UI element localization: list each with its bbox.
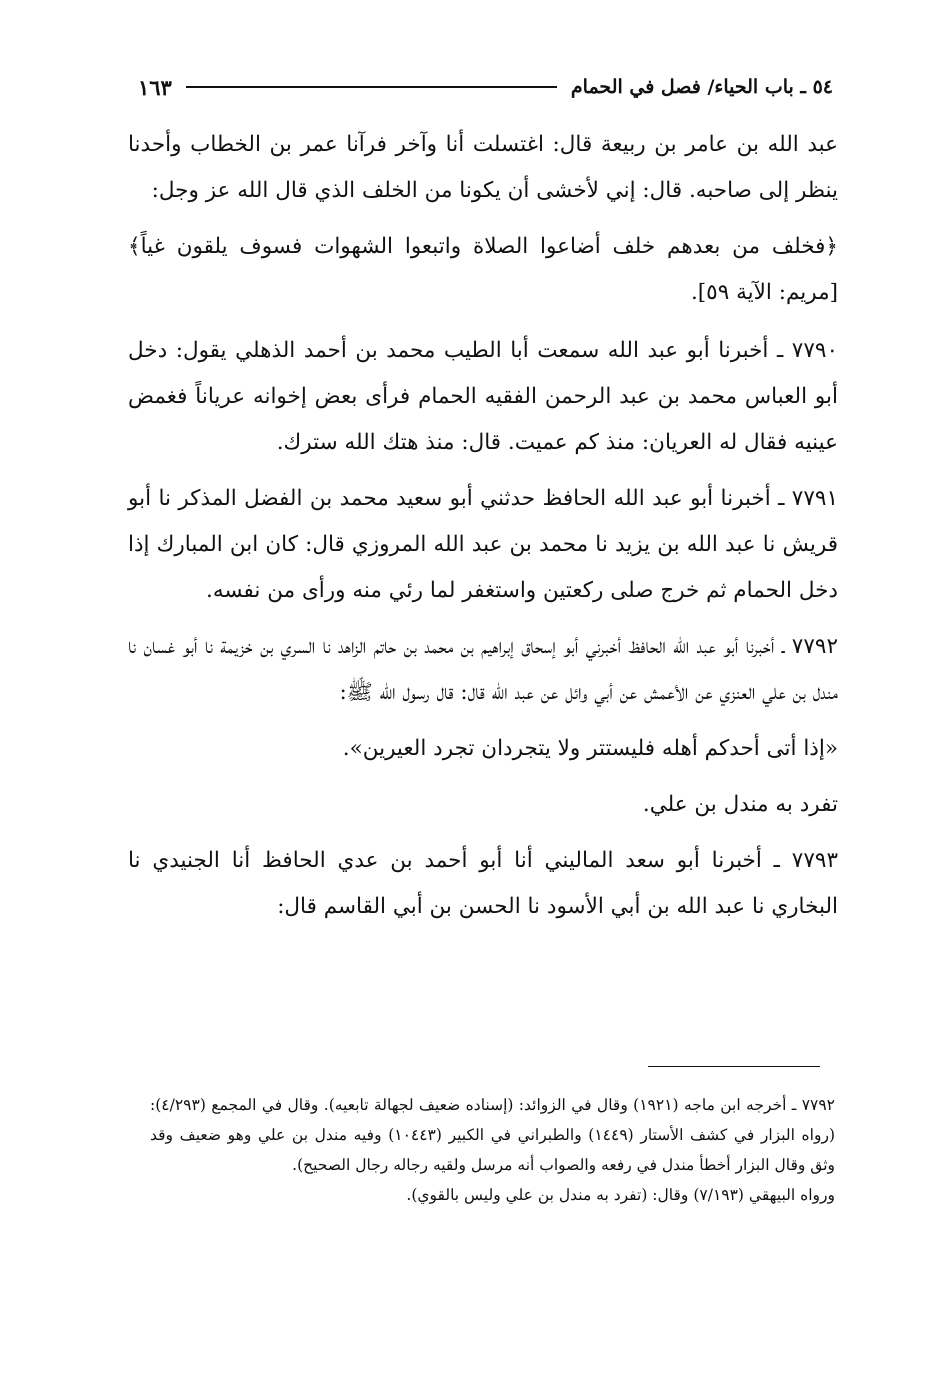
header-title: ٥٤ ـ باب الحياء/ فصل في الحمام	[570, 76, 833, 98]
main-text	[128, 122, 838, 940]
header-rule	[186, 86, 557, 88]
hadith-7790: ٧٧٩٠ ـ أخبرنا أبو عبد الله سمعت أبا الطيب محمد بن أحمد الذهلي يقول: دخل أبو العباس محمد بن عبد الرحمن الفقيه الحمام فرأى بعض إخوانه عرياناً فغمض عينيه فقال له العريان: منذ كم عميت. قال: منذ هتك الله سترك.	[128, 338, 838, 455]
quran-quote: ﴿فخلف من بعدهم خلف أضاعوا الصلاة واتبعوا الشهوات فسوف يلقون غياً﴾ [مريم: الآية ٥٩].	[128, 234, 838, 305]
paragraph-intro: عبد الله بن عامر بن ربيعة قال: اغتسلت أنا وآخر فرآنا عمر بن الخطاب وأحدنا ينظر إلى صاحبه. قال: إني لأخشى أن يكونا من الخلف الذي قال الله عز وجل:	[128, 132, 838, 203]
running-header	[138, 70, 833, 104]
hadith-7792: ٧٧٩٢ ـ أخبرنا أبو عبد الله الحافظ أخبرني أبو إسحاق إبراهيم بن محمد بن حاتم الزاهد نا السري بن خزيمة نا أبو غسان نا مندل بن علي العنزي عن الأعمش عن أبي وائل عن عبد الله قال: قال رسول الله ﷺ:	[128, 634, 838, 705]
hadith-7793: ٧٧٩٣ ـ أخبرنا أبو سعد الماليني أنا أبو أحمد بن عدي الحافظ أنا الجنيدي نا البخاري نا عبد الله بن أبي الأسود نا الحسن بن أبي القاسم قال:	[128, 848, 838, 919]
footnote-bayhaqi: ورواه البيهقي (٧/١٩٣) وقال: (تفرد به مندل بن علي وليس بالقوي).	[406, 1186, 835, 1204]
hadith-text: «إذا أتى أحدكم أهله فليستتر ولا يتجردان تجرد العيرين».	[342, 736, 838, 761]
hadith-7791: ٧٧٩١ ـ أخبرنا أبو عبد الله الحافظ حدثني أبو سعيد محمد بن الفضل المذكر نا أبو قريش نا عبد الله بن يزيد نا محمد بن عبد الله المروزي قال: كان ابن المبارك إذا دخل الحمام ثم خرج صلى ركعتين واستغفر لما رئي منه ورأى من نفسه.	[128, 486, 838, 603]
page-number: ١٦٣	[138, 74, 172, 100]
footnote-7792: ٧٧٩٢ ـ أخرجه ابن ماجه (١٩٢١) وقال في الزوائد: (إسناده ضعيف لجهالة تابعيه). وقال في المجمع (٤/٢٩٣): (رواه البزار في كشف الأستار (١٤٤٩) والطبراني في الكبير (١٠٤٤٣) وفيه مندل بن علي وهو ضعيف وقد وثق وقال البزار أخطأ مندل في رفعه والصواب أنه مرسل ولقيه رجاله رجال الصحيح).	[150, 1096, 836, 1174]
footnote-separator	[648, 1066, 820, 1067]
hadith-note: تفرد به مندل بن علي.	[642, 792, 838, 817]
footnotes	[150, 1090, 835, 1210]
